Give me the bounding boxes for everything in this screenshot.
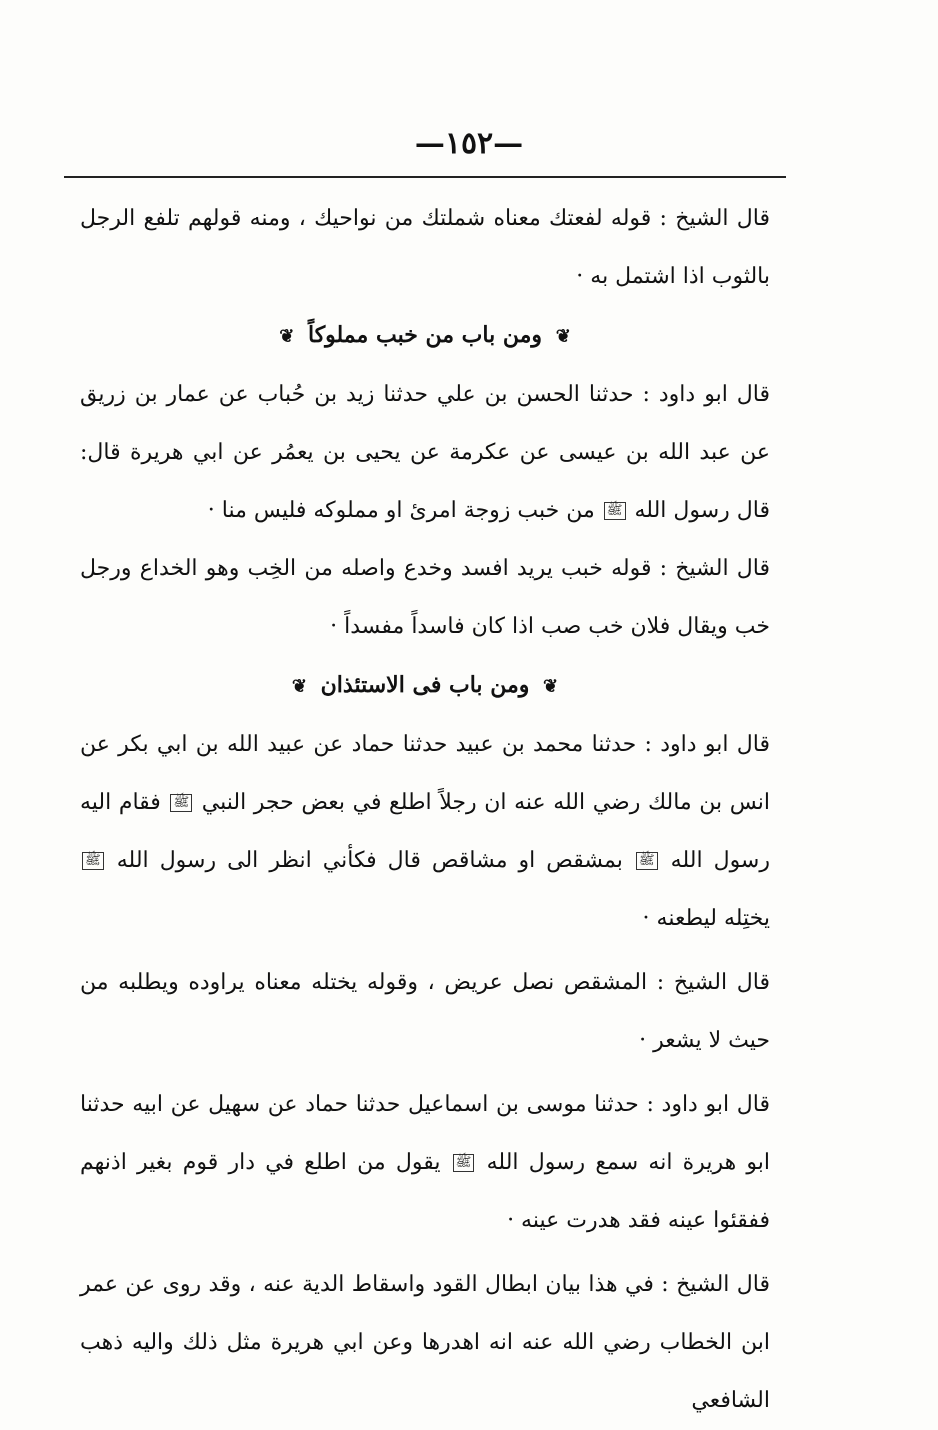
- paragraph-3: قال الشيخ : قوله خبب يريد افسد وخدع واصله من الخِب وهو الخداع ورجل خب ويقال فلان خب صب اذا كان فاسداً مفسداً ·: [80, 556, 770, 639]
- salutation-seal-icon: ﷺ: [636, 852, 658, 870]
- paragraph-4-text-b: فقام اليه رسول الله: [80, 790, 770, 873]
- paragraph-4-text-d: يختِله ليطعنه ·: [642, 906, 770, 931]
- paragraph-7: قال الشيخ : في هذا بيان ابطال القود واسقاط الدية عنه ، وقد روى عن عمر ابن الخطاب رضي الله عنه انه اهدرها وعن ابي هريرة مثل ذلك واليه ذهب الشافعي: [80, 1272, 770, 1413]
- paragraph-4-text-c: بمشقص او مشاقص قال فكأني انظر الى رسول الله: [116, 848, 623, 873]
- section-heading-2: [80, 656, 770, 716]
- ornament-icon: ❦: [555, 326, 571, 347]
- paragraph-2-text-b: من خبب زوجة امرئ او مملوكه فليس منا ·: [207, 498, 595, 523]
- header-rule: [64, 176, 786, 178]
- section-heading-2-text: ومن باب فى الاستئذان: [320, 672, 530, 698]
- ornament-icon: ❦: [543, 676, 559, 697]
- section-heading-1-text: ومن باب من خبب مملوكاً: [307, 322, 543, 348]
- paragraph-1: قال الشيخ : قوله لفعتك معناه شملتك من نواحيك ، ومنه قولهم تلفع الرجل بالثوب اذا اشتمل به ·: [80, 206, 770, 289]
- ornament-icon: ❦: [291, 676, 307, 697]
- paragraph-6-text-b: يقول من اطلع في دار قوم بغير اذنهم ففقئوا عينه فقد هدرت عينه ·: [80, 1150, 770, 1233]
- salutation-seal-icon: ﷺ: [170, 794, 192, 812]
- paragraph-4: [80, 716, 770, 948]
- ornament-icon: ❦: [279, 326, 295, 347]
- paragraph-2: [80, 366, 770, 540]
- paragraph-2-text-a: قال ابو داود : حدثنا الحسن بن علي حدثنا زيد بن حُباب عن عمار بن زريق عن عبد الله بن عيسى عن عكرمة عن يحيى بن يعمُر عن ابي هريرة قال: قال رسول الله: [80, 382, 770, 523]
- salutation-seal-icon: ﷺ: [453, 1154, 475, 1172]
- salutation-seal-icon: ﷺ: [604, 502, 626, 520]
- paragraph-4-text-a: قال ابو داود : حدثنا محمد بن عبيد حدثنا حماد عن عبيد الله بن ابي بكر عن انس بن مالك رضي الله عنه ان رجلاً اطلع في بعض حجر النبي: [80, 732, 771, 815]
- salutation-seal-icon: ﷺ: [82, 852, 104, 870]
- paragraph-6: [80, 1076, 770, 1250]
- page-number: —١٥٢—: [414, 126, 524, 161]
- page-body: [80, 190, 770, 1430]
- paragraph-6-text-a: قال ابو داود : حدثنا موسى بن اسماعيل حدثنا حماد عن سهيل عن ابيه حدثنا ابو هريرة انه سمع رسول الله: [80, 1092, 770, 1175]
- section-heading-1: [80, 306, 770, 366]
- paragraph-5: قال الشيخ : المشقص نصل عريض ، وقوله يختله معناه يراوده ويطلبه من حيث لا يشعر ·: [80, 970, 770, 1053]
